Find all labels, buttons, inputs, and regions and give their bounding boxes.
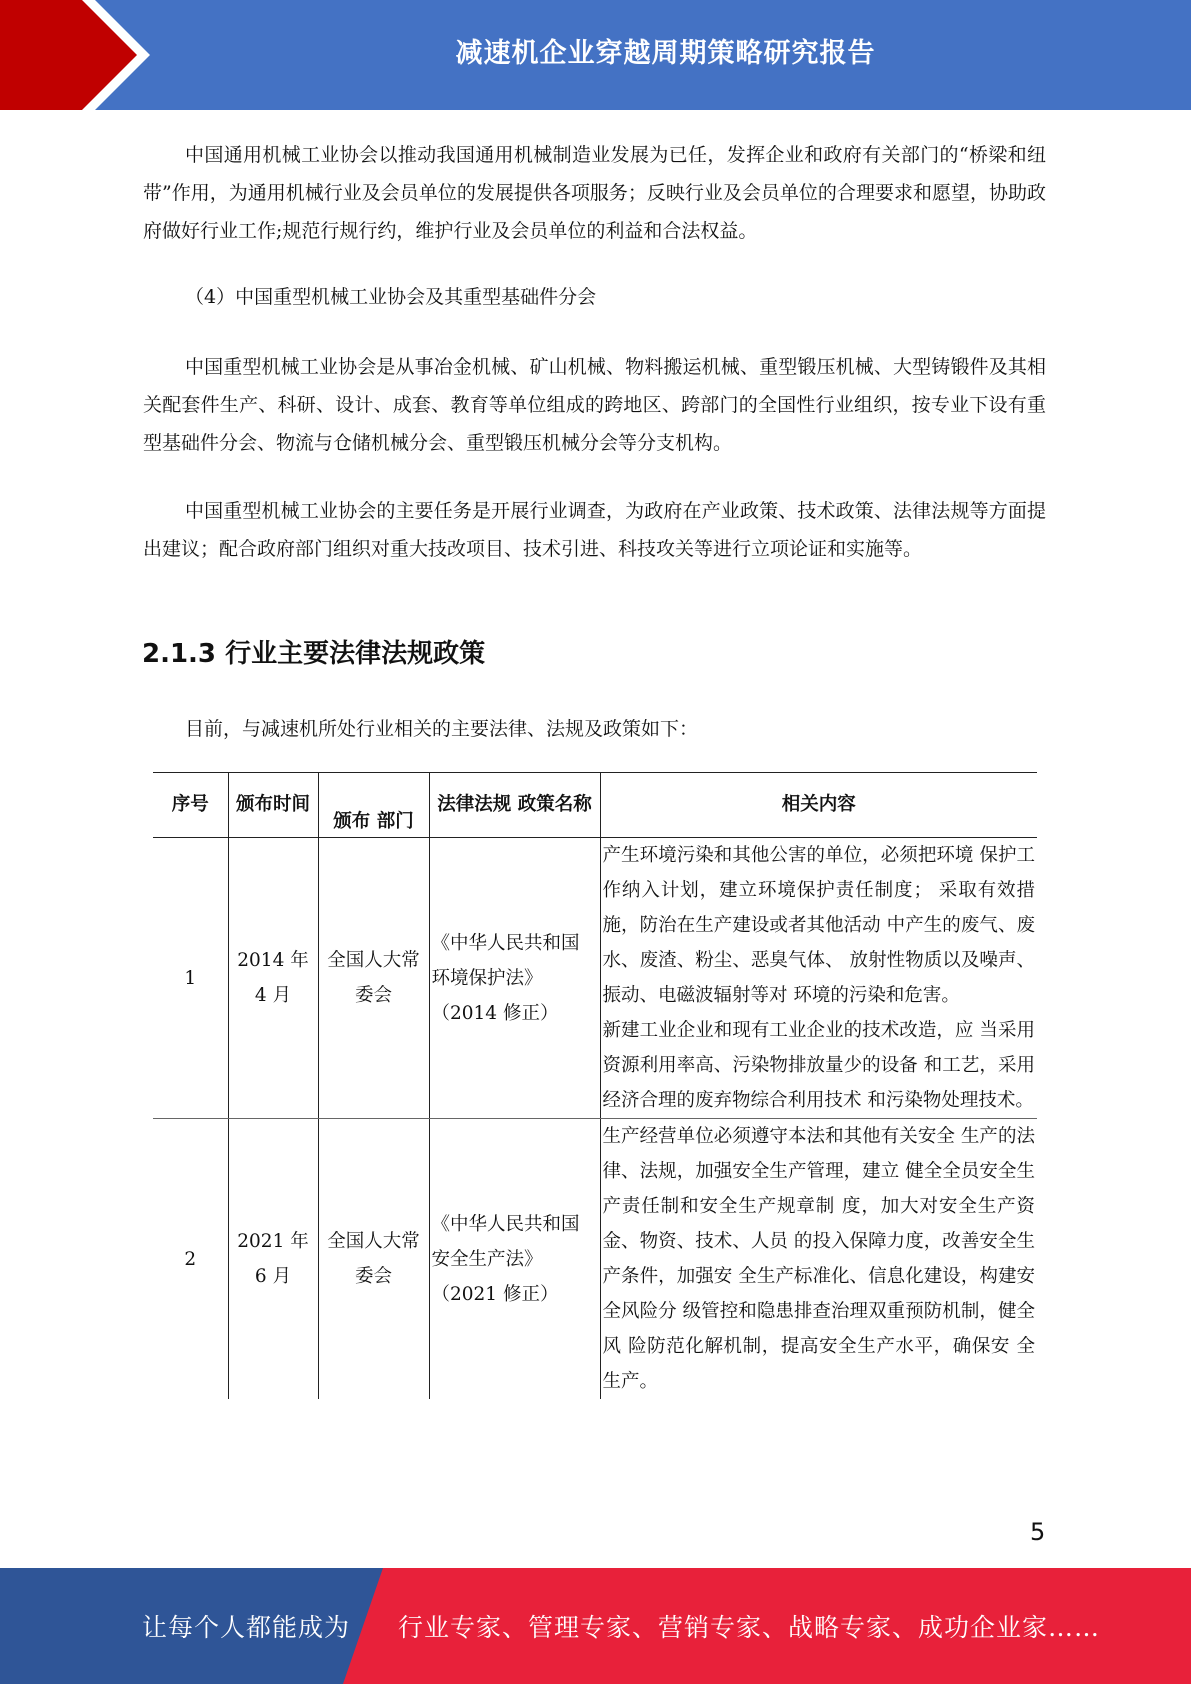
header-date: 颁布时间	[228, 773, 318, 838]
laws-table	[153, 772, 1037, 1399]
subheading-heavy-machinery: （4）中国重型机械工业协会及其重型基础件分会	[185, 286, 597, 308]
footer-slogan-left: 让每个人都能成为	[142, 1613, 351, 1642]
cell-date: 2021 年 6 月	[228, 1119, 318, 1400]
page-footer	[0, 1568, 1191, 1684]
table-intro: 目前，与减速机所处行业相关的主要法律、法规及政策如下：	[185, 718, 699, 740]
header-content: 相关内容	[600, 773, 1037, 838]
cell-no: 2	[184, 1248, 197, 1270]
content-text: 产生环境污染和其他公害的单位，必须把环境 保护工作纳入计划，建立环境保护责任制度； 采取有效措施，防治在生产建设或者其他活动 中产生的废气、废水、废渣、粉尘、恶臭气体、 放射性物质以及噪声、振动、电磁波辐射等对 环境的污染和危害。	[602, 845, 1035, 1006]
page-header	[0, 0, 1191, 110]
cell-dept: 全国人大常委会	[318, 838, 429, 1119]
cell-date: 2014 年 4 月	[228, 838, 318, 1119]
header-name: 法律法规 政策名称	[429, 773, 600, 838]
content-text: 新建工业企业和现有工业企业的技术改造，应 当采用资源利用率高、污染物排放量少的设备 和工艺，采用经济合理的废弃物综合利用技术 和污染物处理技术。	[602, 1020, 1035, 1111]
cell-name: 《中华人民共和国环境保护法》（2014 修正）	[429, 838, 600, 1119]
paragraph-heavy-machinery-intro: 中国重型机械工业协会是从事冶金机械、矿山机械、物料搬运机械、重型锻压机械、大型铸锻件及其相关配套件生产、科研、设计、成套、教育等单位组成的跨地区、跨部门的全国性行业组织，按专业下设有重型基础件分会、物流与仓储机械分会、重型锻压机械分会等分支机构。	[143, 356, 1046, 454]
table-header-row	[153, 773, 1037, 838]
cell-no: 1	[153, 838, 228, 1119]
cell-content	[600, 838, 1037, 1119]
cell-content	[600, 1119, 1037, 1400]
header-no: 序号	[153, 773, 228, 838]
page-number: 5	[1030, 1518, 1046, 1546]
table-row	[153, 1119, 1037, 1400]
cell-dept: 全国人大常委会	[318, 1119, 429, 1400]
paragraph-general-machinery: 中国通用机械工业协会以推动我国通用机械制造业发展为已任，发挥企业和政府有关部门的“桥梁和纽带”作用，为通用机械行业及会员单位的发展提供各项服务；反映行业及会员单位的合理要求和愿望，协助政府做好行业工作;规范行规行约，维护行业及会员单位的利益和合法权益。	[143, 144, 1046, 242]
header-dept: 颁布 部门	[318, 773, 429, 838]
cell-name: 《中华人民共和国安全生产法》（2021 修正）	[429, 1119, 600, 1400]
report-title: 减速机企业穿越周期策略研究报告	[455, 37, 876, 69]
table-row	[153, 838, 1037, 1119]
content-text: 生产经营单位必须遵守本法和其他有关安全 生产的法律、法规，加强安全生产管理，建立 健全全员安全生产责任制和安全生产规章制 度，加大对安全生产资金、物资、技术、人员 的投入保障力度，改善安全生产条件，加强安 全生产标准化、信息化建设，构建安全风险分 级管控和隐患排查治理双重预防机制，健全风 险防范化解机制，提高安全生产水平，确保安 全生产。	[602, 1126, 1035, 1392]
paragraph-heavy-machinery-tasks: 中国重型机械工业协会的主要任务是开展行业调查，为政府在产业政策、技术政策、法律法规等方面提出建议；配合政府部门组织对重大技改项目、技术引进、科技攻关等进行立项论证和实施等。	[143, 500, 1046, 560]
footer-slogan-right: 行业专家、管理专家、营销专家、战略专家、成功企业家……	[398, 1613, 1101, 1642]
section-heading: 2.1.3 行业主要法律法规政策	[142, 639, 486, 669]
